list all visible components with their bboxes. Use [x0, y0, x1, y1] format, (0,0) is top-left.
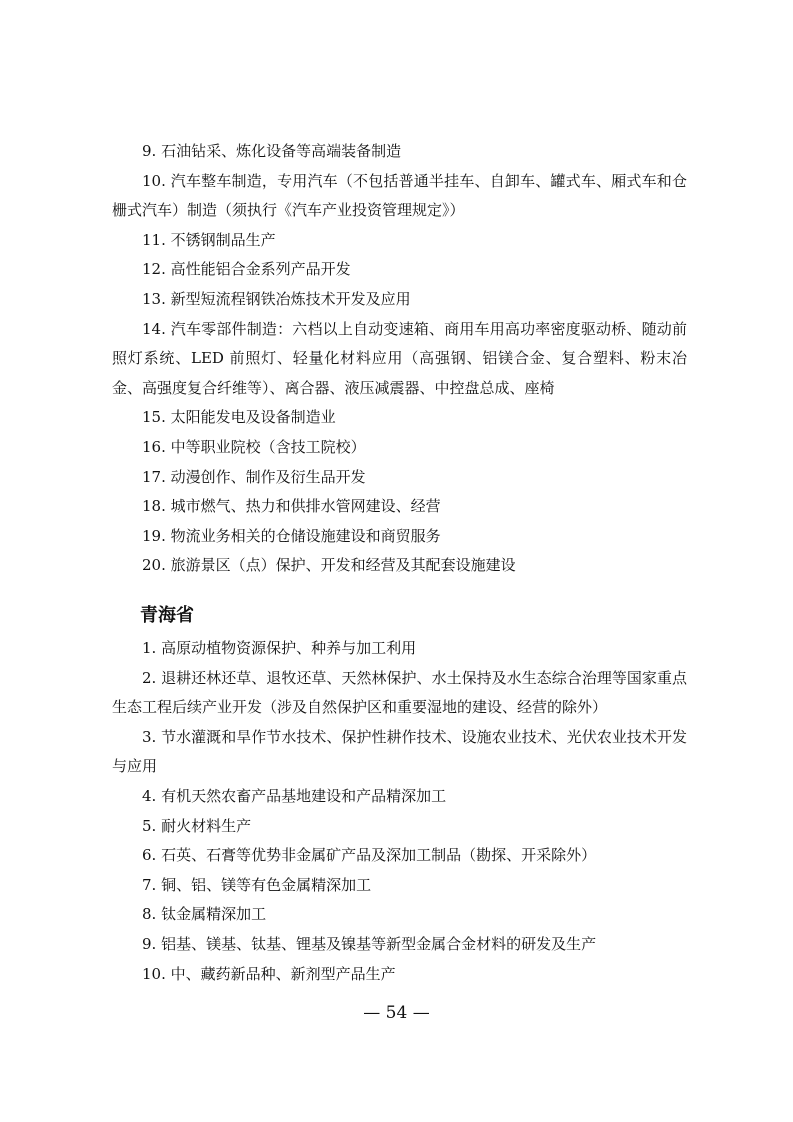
list-item: 14. 汽车零部件制造：六档以上自动变速箱、商用车用高功率密度驱动桥、随动前照灯系统、LED 前照灯、轻量化材料应用（高强钢、铝镁合金、复合塑料、粉末冶金、高强度复合纤维等）、离合器、液压减震器、中控盘总成、座椅 [112, 319, 687, 397]
list-item: 9. 石油钻采、炼化设备等高端装备制造 [142, 142, 402, 160]
list-item: 4. 有机天然农畜产品基地建设和产品精深加工 [142, 786, 447, 805]
list-item: 16. 中等职业院校（含技工院校） [142, 437, 366, 456]
list-item: 18. 城市燃气、热力和供排水管网建设、经营 [142, 497, 441, 516]
list-item: 17. 动漫创作、制作及衍生品开发 [142, 467, 366, 486]
list-item: 8. 钛金属精深加工 [142, 905, 267, 924]
industry-list-qinghai [112, 602, 687, 989]
province-heading: 青海省 [140, 605, 194, 626]
list-item: 7. 铜、铝、镁等有色金属精深加工 [142, 875, 372, 894]
list-item: 9. 铝基、镁基、钛基、锂基及镍基等新型金属合金材料的研发及生产 [142, 934, 597, 953]
list-item: 12. 高性能铝合金系列产品开发 [142, 260, 351, 279]
list-item: 5. 耐火材料生产 [142, 816, 252, 835]
list-item: 2. 退耕还林还草、退牧还草、天然林保护、水土保持及水生态综合治理等国家重点生态工程后续产业开发（涉及自然保护区和重要湿地的建设、经营的除外） [112, 668, 687, 717]
list-item: 1. 高原动植物资源保护、种养与加工利用 [142, 639, 417, 657]
list-item: 3. 节水灌溉和旱作节水技术、保护性耕作技术、设施农业技术、光伏农业技术开发与应用 [112, 727, 687, 776]
list-item: 10. 汽车整车制造，专用汽车（不包括普通半挂车、自卸车、罐式车、厢式车和仓栅式汽车）制造（须执行《汽车产业投资管理规定》） [112, 171, 687, 220]
list-item: 15. 太阳能发电及设备制造业 [142, 408, 336, 427]
list-item: 10. 中、藏药新品种、新剂型产品生产 [142, 964, 396, 983]
list-item: 6. 石英、石膏等优势非金属矿产品及深加工制品（勘探、开采除外） [142, 846, 597, 865]
list-item: 20. 旅游景区（点）保护、开发和经营及其配套设施建设 [142, 556, 516, 575]
list-item: 13. 新型短流程钢铁冶炼技术开发及应用 [142, 289, 411, 308]
industry-list-previous-province [112, 137, 687, 581]
list-item: 11. 不锈钢制品生产 [142, 230, 276, 249]
page-number: — 54 — [363, 1003, 430, 1023]
list-item: 19. 物流业务相关的仓储设施建设和商贸服务 [142, 526, 441, 545]
